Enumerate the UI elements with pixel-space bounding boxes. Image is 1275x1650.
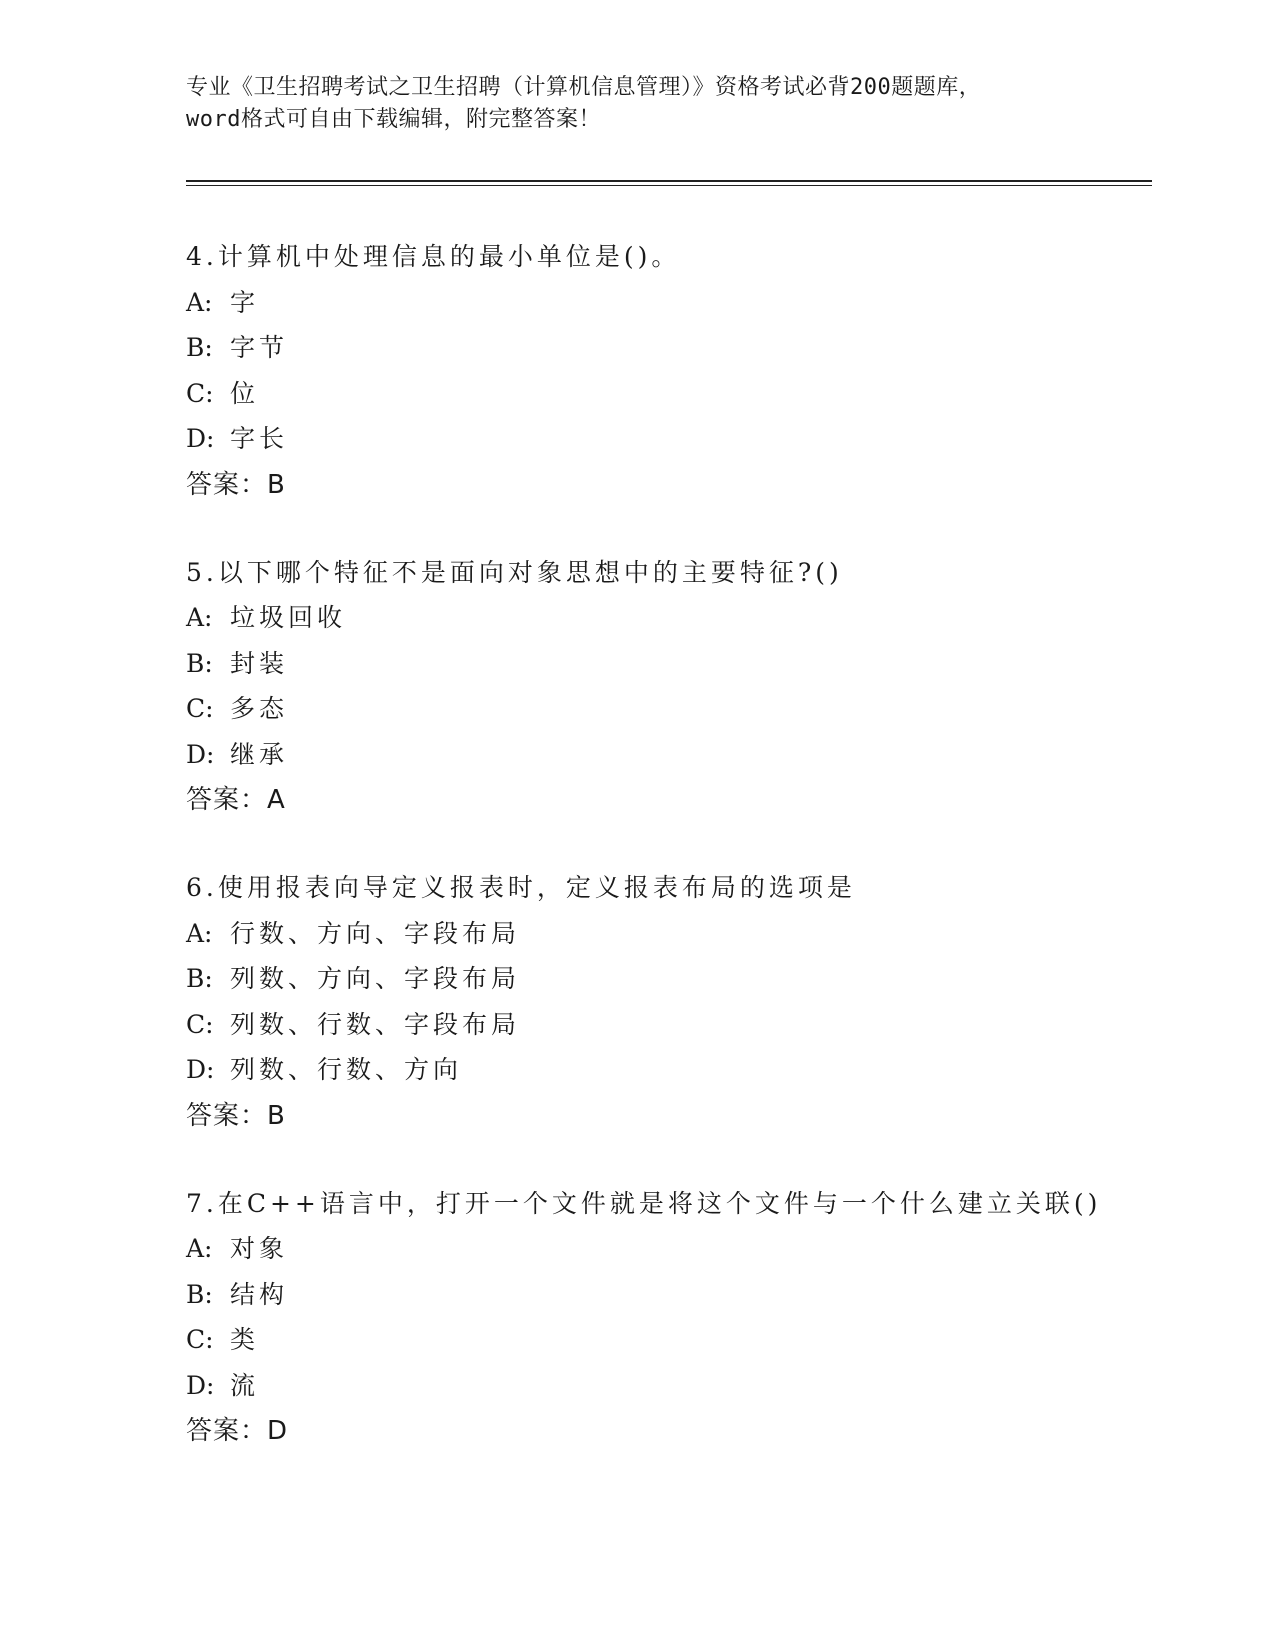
option-a: [186, 280, 1152, 326]
option-text: 列数、行数、方向: [230, 1055, 463, 1084]
option-key: D:: [186, 1055, 215, 1084]
question-item: [186, 234, 1152, 508]
question-item: [186, 865, 1152, 1139]
option-text: 结构: [230, 1279, 289, 1309]
option-c: [186, 1002, 1152, 1048]
option-key: A:: [186, 918, 213, 948]
option-c: [186, 1317, 1152, 1363]
option-key: D:: [186, 1370, 215, 1400]
option-text: 列数、方向、字段布局: [230, 964, 521, 993]
option-text: 位: [230, 378, 260, 408]
option-c: [186, 686, 1152, 732]
option-key: D:: [186, 739, 215, 769]
option-key: C:: [186, 694, 214, 723]
question-title: 4.计算机中处理信息的最小单位是()。: [186, 242, 681, 271]
option-text: 流: [230, 1370, 260, 1400]
option-text: 继承: [230, 739, 289, 769]
option-text: 封装: [230, 648, 289, 678]
option-text: 多态: [230, 694, 289, 723]
question-title: 7.在C++语言中，打开一个文件就是将这个文件与一个什么建立关联(): [186, 1188, 1102, 1218]
option-d: [186, 416, 1152, 462]
option-b: [186, 1272, 1152, 1318]
option-key: B:: [186, 1279, 213, 1309]
option-b: [186, 325, 1152, 371]
option-key: D:: [186, 424, 215, 453]
header-line-2: word格式可自由下载编辑，附完整答案！: [186, 107, 601, 132]
answer-line: 答案：A: [186, 785, 286, 815]
option-c: [186, 371, 1152, 417]
option-key: A:: [186, 287, 213, 317]
answer-line: 答案：B: [186, 1100, 286, 1131]
document-header: [186, 72, 1152, 136]
question-title: 6.使用报表向导定义报表时，定义报表布局的选项是: [186, 873, 856, 902]
option-key: C:: [186, 1009, 214, 1039]
option-text: 对象: [230, 1234, 289, 1263]
header-line-1: 专业《卫生招聘考试之卫生招聘（计算机信息管理）》资格考试必背200题题库，: [186, 75, 982, 100]
answer-line: 答案：D: [186, 1416, 289, 1446]
option-key: C:: [186, 1325, 214, 1354]
option-a: [186, 595, 1152, 641]
option-b: [186, 956, 1152, 1002]
option-key: A:: [186, 603, 213, 632]
option-text: 垃圾回收: [230, 603, 347, 632]
question-title: 5.以下哪个特征不是面向对象思想中的主要特征?(): [186, 557, 843, 587]
option-text: 字: [230, 287, 260, 317]
question-list: [186, 234, 1152, 1454]
document-page: [186, 72, 1152, 1496]
option-a: [186, 1226, 1152, 1272]
header-divider: [186, 180, 1152, 182]
option-a: [186, 911, 1152, 957]
option-key: B:: [186, 964, 213, 993]
answer-line: 答案：B: [186, 469, 286, 500]
option-d: [186, 1363, 1152, 1409]
option-key: A:: [186, 1234, 213, 1263]
question-item: [186, 550, 1152, 824]
option-d: [186, 732, 1152, 778]
option-text: 字节: [230, 333, 289, 362]
option-text: 列数、行数、字段布局: [230, 1009, 521, 1039]
option-key: C:: [186, 378, 214, 408]
option-d: [186, 1047, 1152, 1093]
option-text: 字长: [230, 424, 289, 453]
question-item: [186, 1181, 1152, 1455]
option-key: B:: [186, 648, 213, 678]
option-key: B:: [186, 333, 213, 362]
option-text: 类: [230, 1325, 260, 1354]
option-text: 行数、方向、字段布局: [230, 918, 521, 948]
option-b: [186, 641, 1152, 687]
